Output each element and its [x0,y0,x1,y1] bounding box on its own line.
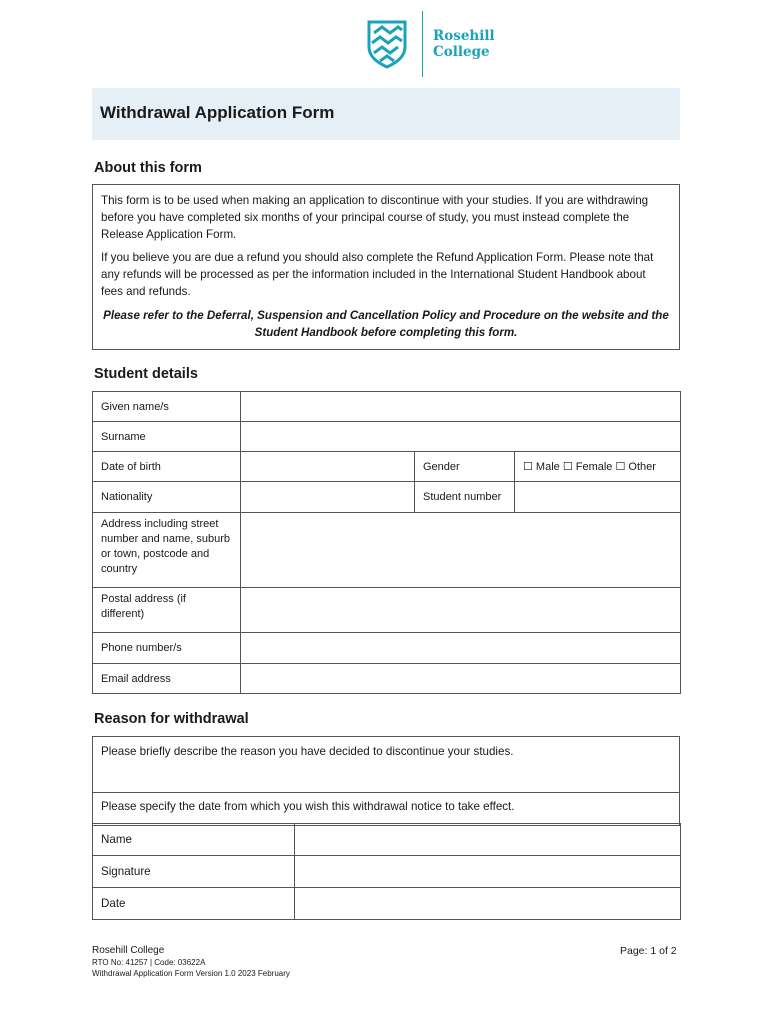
gender-options[interactable]: ☐ Male ☐ Female ☐ Other [515,452,681,482]
about-paragraph-1: This form is to be used when making an application to discontinue with your studies. If you are withdrawing before you have completed six months of your principal course of study, you must instead complete the Release Application Form. [101,194,649,241]
address-label: Address including street number and name, suburb or town, postcode and country [93,513,241,588]
footer [92,945,290,979]
title-bar [92,88,680,140]
effective-date-row[interactable] [93,793,679,825]
about-box [92,184,680,350]
signature-field[interactable] [295,856,681,888]
given-name-field[interactable] [241,392,681,422]
date-field[interactable] [295,888,681,920]
footer-version: Withdrawal Application Form Version 1.0 2023 February [92,969,290,978]
shield-logo-icon [366,19,408,69]
table-row [93,664,681,694]
email-field[interactable] [241,664,681,694]
table-row [93,856,681,888]
college-logo [366,10,495,78]
student-details-heading: Student details [94,366,198,382]
table-row [93,392,681,422]
footer-college: Rosehill College [92,945,165,956]
table-row [93,888,681,920]
gender-label: Gender [415,452,515,482]
student-number-field[interactable] [515,482,681,513]
surname-label: Surname [93,422,241,452]
reason-box [92,736,680,826]
logo-line-2: College [433,44,490,60]
reason-describe-row[interactable] [93,737,679,793]
logo-line-1: Rosehill [433,28,495,44]
name-label: Name [93,824,295,856]
table-row [93,452,681,482]
signature-table [92,823,681,920]
student-details-table [92,391,681,694]
email-label: Email address [93,664,241,694]
phone-label: Phone number/s [93,633,241,664]
phone-field[interactable] [241,633,681,664]
postal-address-label: Postal address (if different) [93,588,241,633]
address-field[interactable] [241,513,681,588]
about-note: Please refer to the Deferral, Suspension and Cancellation Policy and Procedure on the website and the Student Handbook before completing this form. [103,309,669,339]
table-row [93,422,681,452]
reason-heading: Reason for withdrawal [94,711,249,727]
surname-field[interactable] [241,422,681,452]
page-number: Page: 1 of 2 [620,945,677,957]
logo-text [433,28,495,60]
reason-describe-label: Please briefly describe the reason you have decided to discontinue your studies. [101,745,514,758]
about-paragraph-2: If you believe you are due a refund you should also complete the Refund Application Form. Please note that any refunds will be processed as per the information included in the International Student Handbook about fees and refunds. [101,251,654,298]
name-field[interactable] [295,824,681,856]
dob-field[interactable] [241,452,415,482]
page-title: Withdrawal Application Form [100,103,335,122]
postal-address-field[interactable] [241,588,681,633]
table-row [93,513,681,588]
student-number-label: Student number [415,482,515,513]
given-name-label: Given name/s [93,392,241,422]
nationality-label: Nationality [93,482,241,513]
logo-divider [422,11,423,77]
dob-label: Date of birth [93,452,241,482]
table-row [93,482,681,513]
nationality-field[interactable] [241,482,415,513]
table-row [93,824,681,856]
table-row [93,633,681,664]
date-label: Date [93,888,295,920]
signature-label: Signature [93,856,295,888]
footer-rto: RTO No: 41257 | Code: 03622A [92,958,206,967]
effective-date-label: Please specify the date from which you wish this withdrawal notice to take effect. [101,800,515,813]
about-heading: About this form [94,160,202,176]
table-row [93,588,681,633]
